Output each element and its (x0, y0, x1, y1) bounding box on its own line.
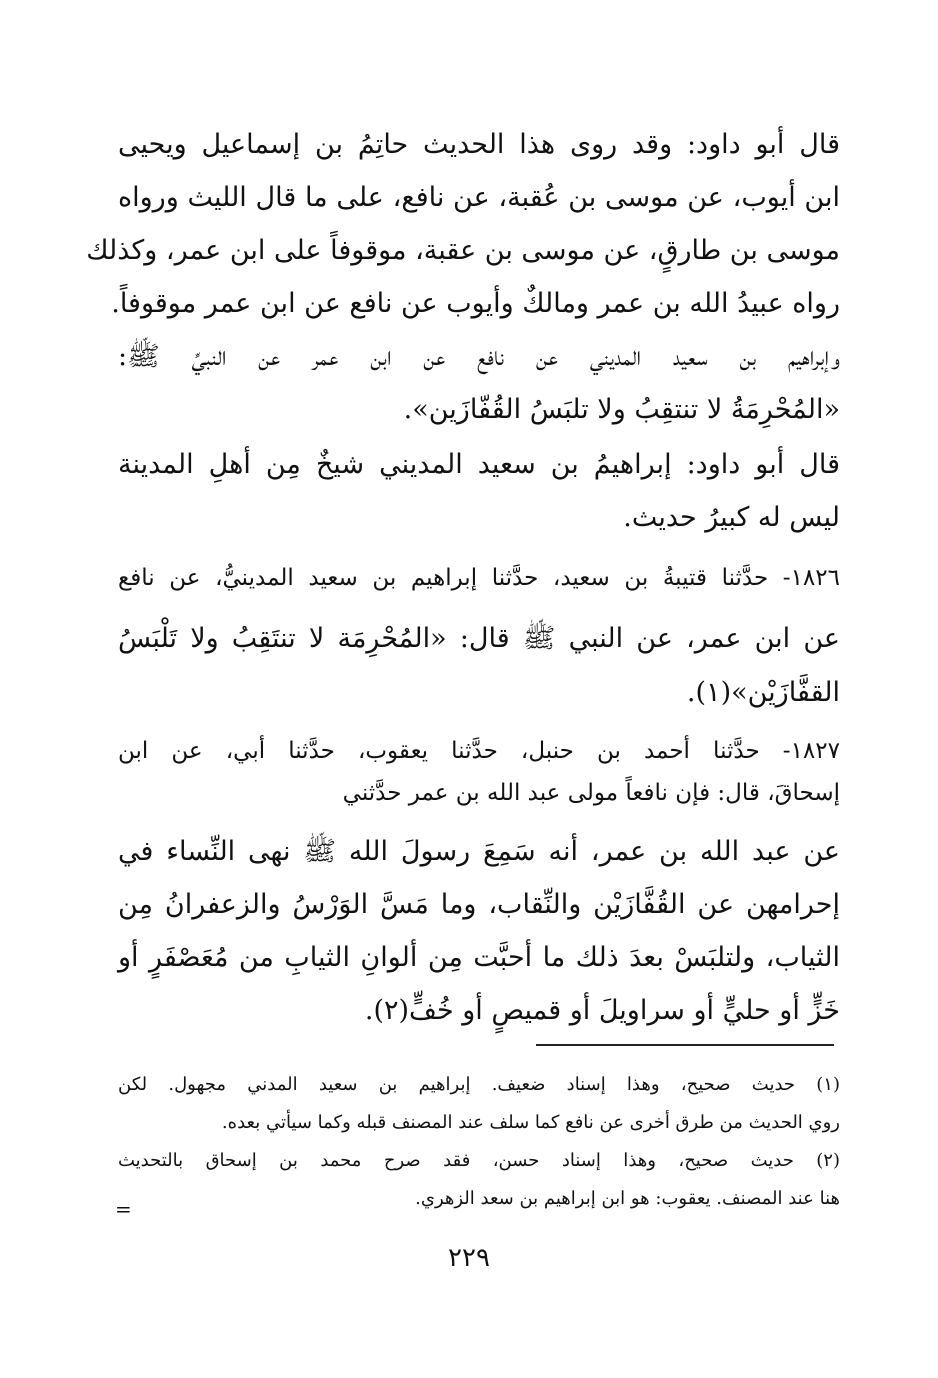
isnad-line: ١٨٢٧- حدَّثنا أحمد بن حنبل، حدَّثنا يعقوب، حدَّثنا أبي، عن ابن (118, 738, 840, 764)
footnote-line: (٢) حديث صحيح، وهذا إسناد حسن، فقد صرح محمد بن إسحاق بالتحديث (118, 1150, 840, 1171)
text-line: رواه عبيدُ الله بن عمر ومالكٌ وأيوب عن نافع عن ابن عمر موقوفاً. (111, 288, 840, 319)
text-line: قال أبو داود: وقد روى هذا الحديث حاتِمُ بن إسماعيل ويحيى (118, 129, 840, 160)
hadith-1827-isnad (118, 730, 840, 814)
hadith-1826-matn (118, 612, 840, 720)
text-line: وإبراهيم بن سعيد المديني عن نافع عن ابن عمر عن النبيِّ ﷺ: (118, 341, 840, 372)
matn-line: عن ابن عمر، عن النبي ﷺ قال: «المُحْرِمَة لا تنتَقِبُ ولا تَلْبَسُ (118, 623, 840, 654)
matn-line: عن عبد الله بن عمر، أنه سَمِعَ رسولَ الله ﷺ نهى النِّساء في (118, 836, 840, 867)
text-line: موسى بن طارقٍ، عن موسى بن عقبة، موقوفاً على ابن عمر، وكذلك (86, 235, 840, 266)
page-number: ٢٢٩ (448, 1243, 490, 1273)
text-line: «المُحْرِمَةُ لا تنتقِبُ ولا تلبَسُ القُفّازَين». (403, 394, 840, 425)
text-line: ليس له كبيرُ حديث. (623, 502, 840, 533)
footnotes (118, 1066, 840, 1218)
isnad-line: ١٨٢٦- حدَّثنا قتيبةُ بن سعيد، حدَّثنا إبراهيم بن سعيد المدينيُّ، عن نافع (118, 565, 840, 591)
paragraph-abu-dawud-2 (118, 438, 840, 544)
matn-line: خَزٍّ أو حليٍّ أو سراويلَ أو قميصٍ أو خُفٍّ(٢). (364, 995, 840, 1026)
matn-line: الثياب، ولتلبَسْ بعدَ ذلك ما أحبَّت مِن ألوانِ الثيابِ من مُعَصْفَرٍ أو (118, 942, 840, 973)
footnote-divider (536, 1044, 834, 1046)
footnote-line: روي الحديث من طرق أخرى عن نافع كما سلف عند المصنف قبله وكما سيأتي بعده. (221, 1112, 840, 1133)
footnote-line: (١) حديث صحيح، وهذا إسناد ضعيف. إبراهيم بن سعيد المدني مجهول. لكن (118, 1074, 840, 1095)
isnad-line: إسحاقَ، قال: فإن نافعاً مولى عبد الله بن عمر حدَّثني (342, 780, 840, 806)
continuation-mark: = (115, 1197, 132, 1221)
text-line: قال أبو داود: إبراهيمُ بن سعيد المديني شيخٌ مِن أهلِ المدينة (118, 449, 840, 480)
hadith-1827-matn (118, 825, 840, 1037)
text-line: ابن أيوب، عن موسى بن عُقبة، عن نافع، على ما قال الليث ورواه (118, 182, 840, 213)
hadith-1826-isnad (118, 558, 840, 598)
matn-line: القفَّازَيْن»(١). (686, 677, 840, 708)
paragraph-abu-dawud-1 (86, 118, 840, 436)
footnote-line: هنا عند المصنف. يعقوب: هو ابن إبراهيم بن سعد الزهري. (415, 1188, 840, 1209)
matn-line: إحرامهن عن القُفَّازَيْن والنِّقاب، وما مَسَّ الوَرْسُ والزعفرانُ مِن (118, 889, 840, 920)
